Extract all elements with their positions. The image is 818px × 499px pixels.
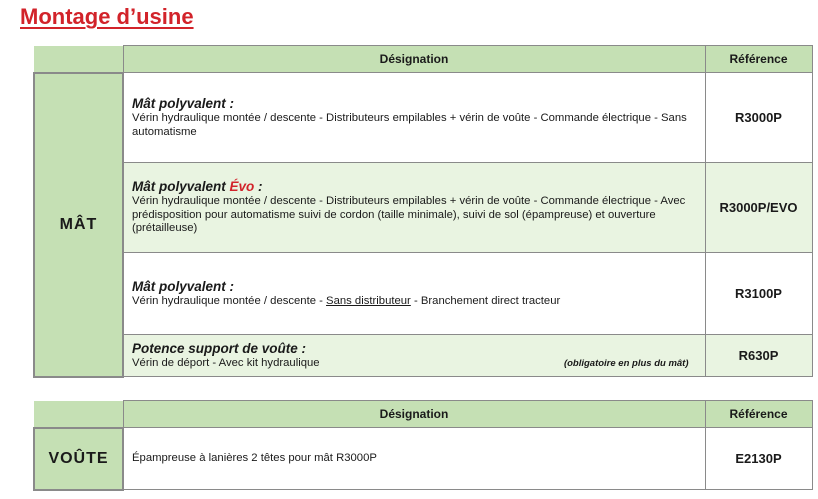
table-row <box>34 163 812 253</box>
designation-cell: Épampreuse à lanières 2 têtes pour mât R3000P <box>123 428 705 490</box>
table-row <box>34 428 812 490</box>
designation-cell <box>123 163 705 253</box>
reference-cell: R3000P/EVO <box>705 163 812 253</box>
description-prefix: Vérin hydraulique montée / descente - <box>132 294 327 307</box>
table-row <box>34 335 812 377</box>
designation-cell <box>123 335 705 377</box>
product-name <box>132 179 697 195</box>
mat-table <box>33 45 813 378</box>
product-name-prefix: Mât polyvalent <box>132 179 230 195</box>
product-description: Vérin hydraulique montée / descente - Distributeurs empilables + vérin de voûte - Commande électrique - Avec prédisposition pour automatisme suivi de cordon (taille minimale), suivi de sol (épampreuse) et ouverture (prétailleuse) <box>132 195 686 235</box>
designation-cell <box>123 253 705 335</box>
table-row <box>34 73 812 163</box>
product-description: Vérin de déport - Avec kit hydraulique <box>132 356 320 369</box>
reference-cell: R3100P <box>705 253 812 335</box>
page-title: Montage d’usine <box>20 4 194 29</box>
category-label-voute: VOÛTE <box>34 428 123 490</box>
product-name: Mât polyvalent : <box>132 278 235 294</box>
product-description-line <box>132 357 697 371</box>
product-description <box>132 295 697 309</box>
category-label-mat: MÂT <box>34 73 123 377</box>
reference-cell: R630P <box>705 335 812 377</box>
product-name: Potence support de voûte : <box>132 340 307 356</box>
designation-cell <box>123 73 705 163</box>
reference-cell: R3000P <box>705 73 812 163</box>
product-name: Mât polyvalent : <box>132 96 235 111</box>
designation-header: Désignation <box>123 401 705 428</box>
reference-cell: E2130P <box>705 428 812 490</box>
product-name-suffix: : <box>254 179 263 195</box>
designation-header: Désignation <box>123 46 705 73</box>
mat-header-row <box>34 46 812 73</box>
description-suffix: - Branchement direct tracteur <box>410 294 561 307</box>
reference-header: Référence <box>705 401 812 428</box>
voute-header-row <box>34 401 812 428</box>
product-description: Vérin hydraulique montée / descente - Distributeurs empilables + vérin de voûte - Commande électrique - Sans automatisme <box>132 112 687 138</box>
underlined-text: Sans distributeur <box>326 294 411 307</box>
reference-header: Référence <box>705 46 812 73</box>
note-text: (obligatoire en plus du mât) <box>563 357 689 369</box>
voute-table <box>33 400 813 491</box>
table-row <box>34 253 812 335</box>
evo-highlight: Évo <box>229 179 255 195</box>
